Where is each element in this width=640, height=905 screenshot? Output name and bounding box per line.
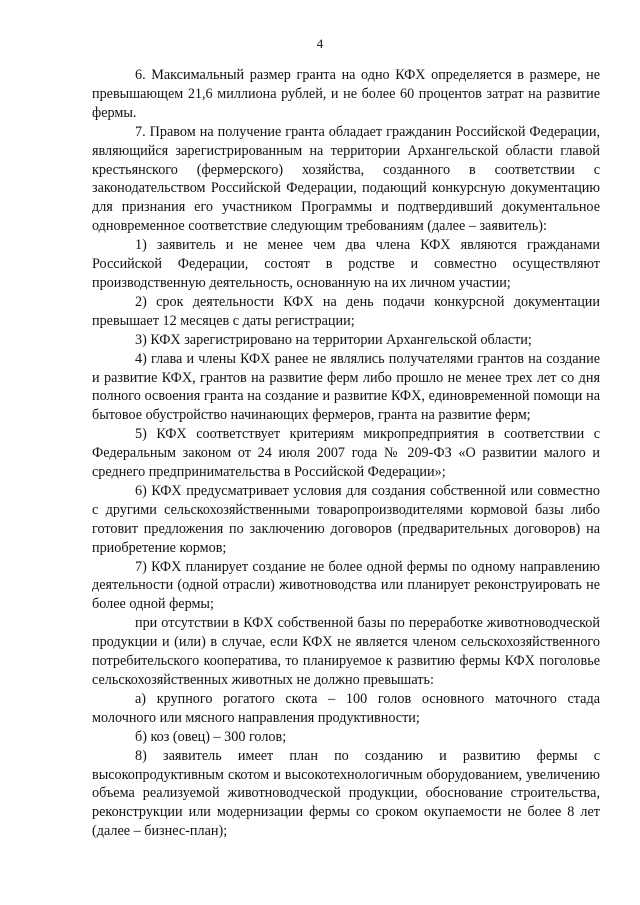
body-text bbox=[92, 66, 600, 841]
requirement-7-a: а) крупного рогатого скота – 100 голов основного маточного стада молочного или мясного направления продуктивности; bbox=[92, 690, 600, 726]
requirement-7-condition: при отсутствии в КФХ собственной базы по переработке животноводческой продукции и (или) в случае, если КФХ не является членом сельскохозяйственного потребительского кооператива, то планируемое к развитию фермы КФХ поголовье сельскохозяйственных животных не должно превышать: bbox=[92, 615, 600, 688]
requirement-3: 3) КФХ зарегистрировано на территории Архангельской области; bbox=[135, 331, 532, 348]
requirement-1: 1) заявитель и не менее чем два члена КФХ являются гражданами Российской Федерации, состоят в родстве и совместно осуществляют производственную деятельность, основанную на их личном участии; bbox=[92, 237, 600, 291]
requirement-2: 2) срок деятельности КФХ на день подачи конкурсной документации превышает 12 месяцев с даты регистрации; bbox=[92, 293, 600, 329]
requirement-5: 5) КФХ соответствует критериям микропредприятия в соответствии с Федеральным законом от 24 июля 2007 года № 209-ФЗ «О развитии малого и среднего предпринимательства в Российской Федерации»; bbox=[92, 426, 600, 481]
requirement-6: 6) КФХ предусматривает условия для создания собственной или совместно с другими сельскохозяйственными товаропроизводителями кормовой базы либо готовит предложения по заключению договоров (предварительных договоров) на приобретение кормов; bbox=[92, 482, 600, 556]
requirement-4: 4) глава и члены КФХ ранее не являлись получателями грантов на создание и развитие КФХ, грантов на развитие ферм либо прошло не менее трех лет со дня полного освоения гранта на создание и развитие КФХ, единовременной помощи на бытовое обустройство начинающих фермеров, гранта на развитие ферм; bbox=[92, 350, 600, 424]
paragraph-7: 7. Правом на получение гранта обладает гражданин Российской Федерации, являющийся зарегистрированным на территории Архангельской области главой крестьянского (фермерского) хозяйства, созданного в соответствии с законодательством Российской Федерации, подающий конкурсную документацию для признания его участником Программы и подтвердивший документальное одновременное соответствие следующим требованиям (далее – заявитель): bbox=[92, 123, 600, 235]
requirement-7: 7) КФХ планирует создание не более одной фермы по одному направлению деятельности (одной отрасли) животноводства или планирует реконструировать не более одной фермы; bbox=[92, 558, 600, 613]
requirement-7-b: б) коз (овец) – 300 голов; bbox=[135, 728, 287, 745]
requirement-8: 8) заявитель имеет план по созданию и развитию фермы с высокопродуктивным скотом и высокотехнологичным оборудованием, увеличению объема реализуемой животноводческой продукции, обоснование строительства, реконструкции или модернизации фермы со сроком окупаемости не более 8 лет (далее – бизнес-план); bbox=[92, 747, 600, 840]
page-number: 4 bbox=[316, 36, 324, 51]
paragraph-6: 6. Максимальный размер гранта на одно КФХ определяется в размере, не превышающем 21,6 миллиона рублей, и не более 60 процентов затрат на развитие фермы. bbox=[92, 67, 600, 121]
